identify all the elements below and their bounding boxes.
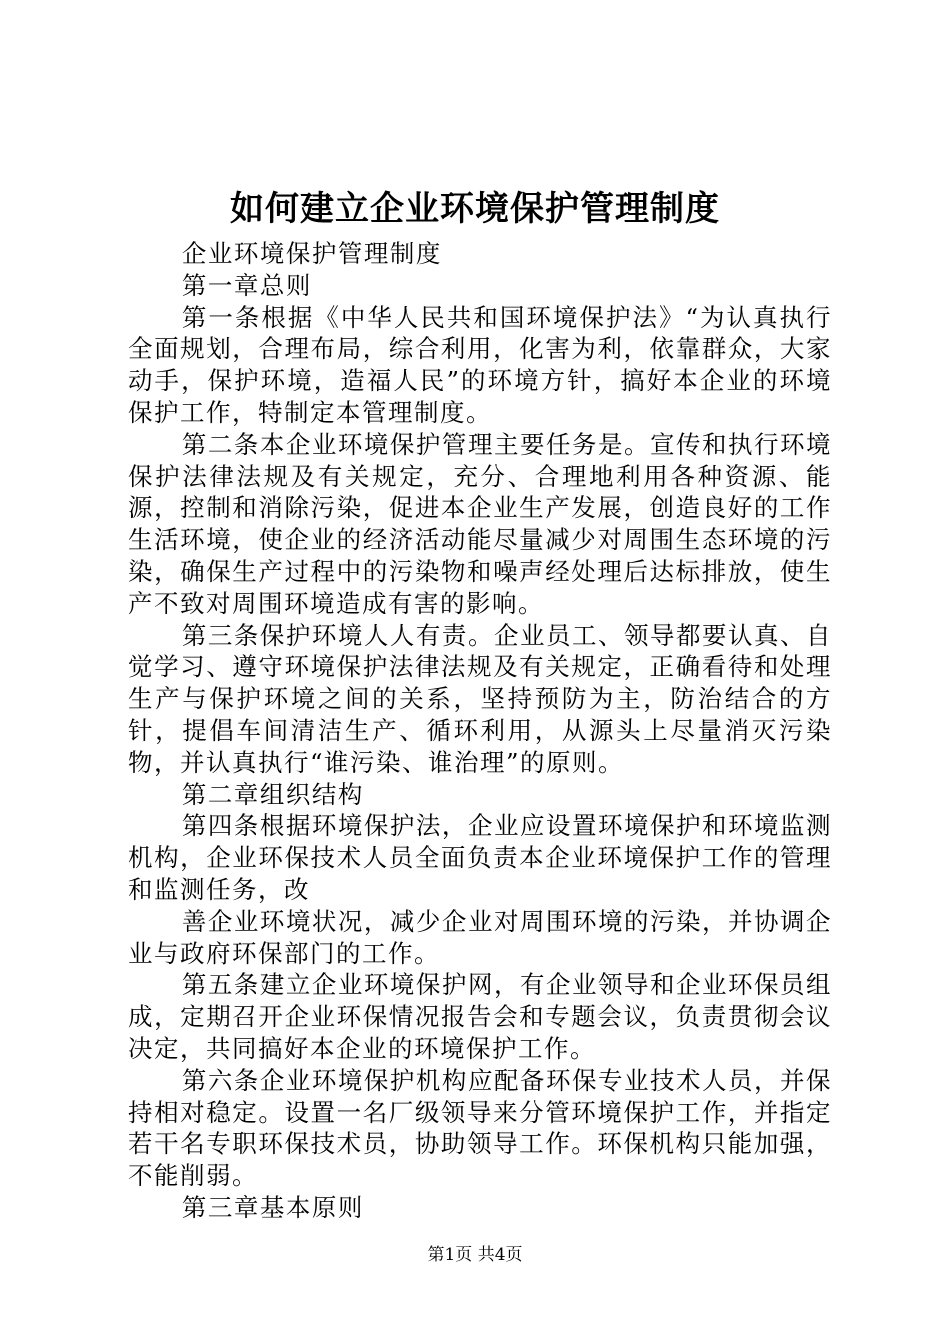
paragraph-chapter-3: 第三章基本原则 [181, 1192, 364, 1222]
paragraph-article-5: 第五条建立企业环境保护网，有企业领导和企业环保员组成，定期召开企业环保情况报告会和专题会议，负责贯彻会议决定，共同搞好本企业的环境保护工作。 [128, 970, 832, 1063]
paragraph-article-2: 第二条本企业环境保护管理主要任务是。宣传和执行环境保护法律法规及有关规定，充分、合理地利用各种资源、能源，控制和消除污染，促进本企业生产发展，创造良好的工作生活环境，使企业的经济活动能尽量减少对周围生态环境的污染，确保生产过程中的污染物和噪声经处理后达标排放，使生产不致对周围环境造成有害的影响。 [128, 429, 832, 618]
document-body [128, 238, 832, 1224]
paragraph-chapter-1: 第一章总则 [181, 270, 312, 300]
page-footer: 第1页 共4页 [427, 1245, 523, 1265]
paragraph-article-6: 第六条企业环境保护机构应配备环保专业技术人员，并保持相对稳定。设置一名厂级领导来分管环境保护工作，并指定若干名专职环保技术员，协助领导工作。环保机构只能加强，不能削弱。 [128, 1065, 832, 1191]
paragraph-article-1: 第一条根据《中华人民共和国环境保护法》“为认真执行全面规划，合理布局，综合利用，化害为利，依靠群众，大家动手，保护环境，造福人民”的环境方针，搞好本企业的环境保护工作，特制定本管理制度。 [128, 302, 832, 427]
paragraph-article-4: 第四条根据环境保护法，企业应设置环境保护和环境监测机构，企业环保技术人员全面负责本企业环境保护工作的管理和监测任务，改 [128, 811, 832, 904]
document-title: 如何建立企业环境保护管理制度 [230, 189, 720, 229]
paragraph-article-3: 第三条保护环境人人有责。企业员工、领导都要认真、自觉学习、遵守环境保护法律法规及有关规定，正确看待和处理生产与保护环境之间的关系，坚持预防为主，防治结合的方针，提倡车间清洁生产、循环利用，从源头上尽量消灭污染物，并认真执行“谁污染、谁治理”的原则。 [128, 620, 832, 777]
paragraph-subtitle: 企业环境保护管理制度 [181, 239, 442, 268]
paragraph-article-4-continued: 善企业环境状况，减少企业对周围环境的污染，并协调企业与政府环保部门的工作。 [128, 906, 832, 968]
paragraph-chapter-2: 第二章组织结构 [181, 779, 364, 809]
